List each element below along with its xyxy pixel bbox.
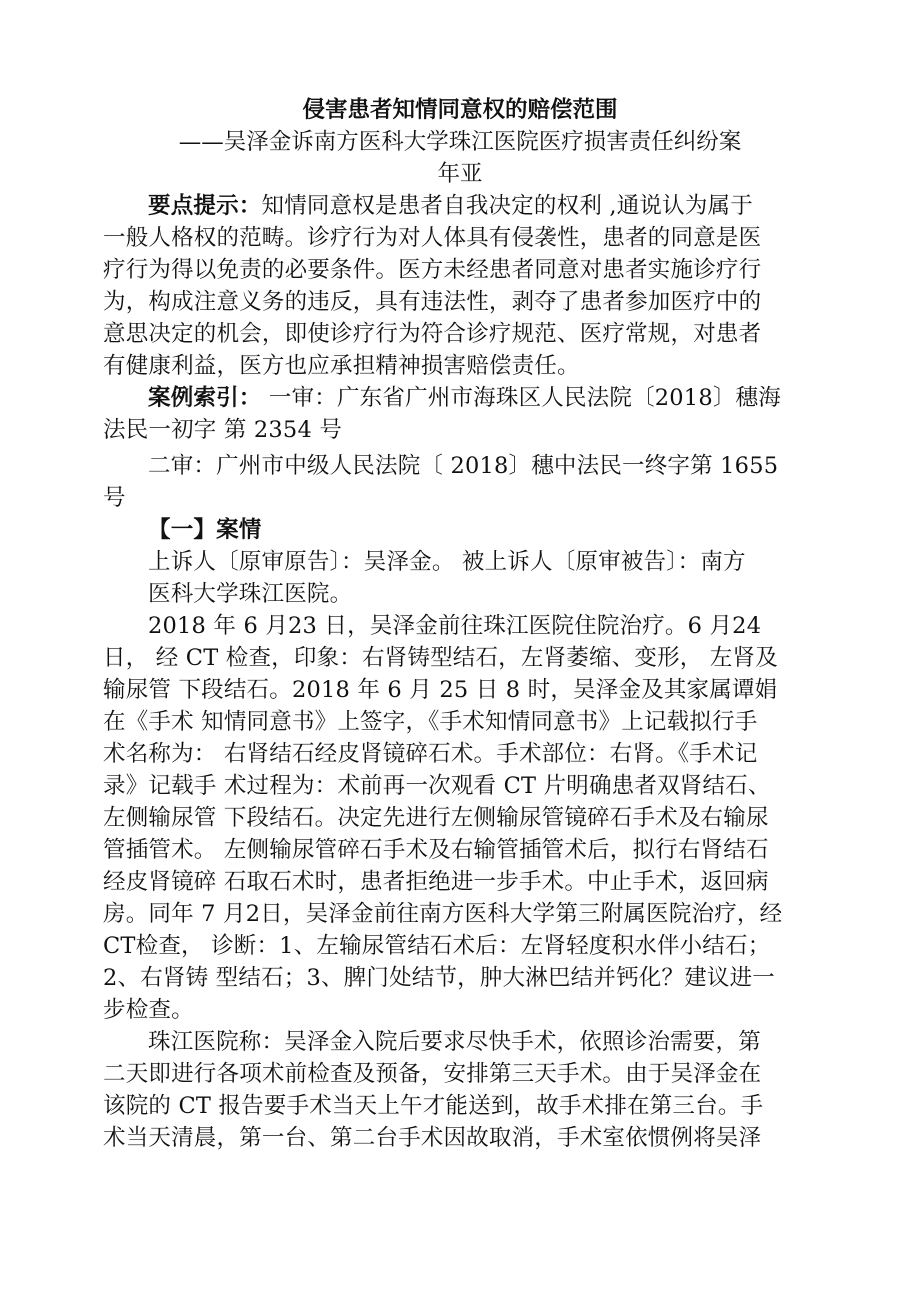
facts-line: 术名称为： 右肾结石经皮肾镜碎石术。手术部位：右肾。《手术记	[103, 741, 758, 767]
facts-line: 输尿管 下段结石。2018 年 6 月 25 日 8 时，吴泽金及其家属谭娟	[103, 677, 778, 703]
facts-line: 2、右肾铸 型结石；3、脾门处结节，肿大淋巴结并钙化？建议进一	[103, 965, 775, 991]
summary-line: 意思决定的机会，即使诊疗行为符合诊疗规范、医疗常规，对患者	[103, 321, 762, 347]
parties-line: 上诉人〔原审原告〕：吴泽金。 被上诉人〔原审被告〕：南方	[148, 549, 746, 575]
summary-line	[148, 190, 753, 222]
summary-line: 一般人格权的范畴。诊疗行为对人体具有侵袭性，患者的同意是医	[103, 225, 762, 251]
hospital-line: 该院的 CT 报告要手术当天上午才能送到，故手术排在第三台。手	[103, 1093, 764, 1119]
facts-line: 步检查。	[103, 997, 194, 1023]
facts-line: 在《手术 知情同意书》上签字，《手术知情同意书》上记载拟行手	[103, 709, 758, 735]
document-subtitle: ——吴泽金诉南方医科大学珠江医院医疗损害责任纠纷案	[178, 129, 742, 155]
facts-line: 房。同年 7 月2日，吴泽金前往南方医科大学第三附属医院治疗，经	[103, 901, 783, 927]
parties-line: 医科大学珠江医院。	[148, 581, 353, 607]
citation-second-instance: 二审：广州市中级人民法院〔 2018〕穗中法民一终字第 1655	[148, 453, 779, 479]
facts-line: 经皮肾镜碎 石取石术时，患者拒绝进一步手术。中止手术，返回病	[103, 869, 769, 895]
citation-line: 法民一初字 第 2354 号	[103, 417, 343, 443]
facts-line: CT检查， 诊断：1、左输尿管结石术后：左肾轻度积水伴小结石；	[103, 933, 771, 959]
citation-label: 案例索引：	[148, 385, 262, 411]
section-heading: 【一】案情	[148, 517, 262, 543]
facts-line: 日， 经 CT 检查，印象：右肾铸型结石，左肾萎缩、变形， 左肾及	[103, 645, 778, 671]
facts-line: 左侧输尿管 下段结石。决定先进行左侧输尿管镜碎石手术及右输尿	[103, 805, 769, 831]
hospital-line: 二天即进行各项术前检查及预备，安排第三天手术。由于吴泽金在	[103, 1061, 762, 1087]
document-author: 年亚	[437, 161, 483, 187]
hospital-line: 术当天清晨，第一台、第二台手术因故取消，手术室依惯例将吴泽	[103, 1125, 762, 1151]
summary-line: 为，构成注意义务的违反，具有违法性，剥夺了患者参加医疗中的	[103, 289, 762, 315]
summary-line: 有健康利益，医方也应承担精神损害赔偿责任。	[103, 353, 580, 379]
summary-line: 疗行为得以免责的必要条件。医方未经患者同意对患者实施诊疗行	[103, 257, 762, 283]
facts-line: 录》记载手 术过程为：术前再一次观看 CT 片明确患者双肾结石、	[103, 773, 771, 799]
citation-first-instance: 一审：广东省广州市海珠区人民法院〔2018〕穗海	[261, 385, 781, 411]
facts-line: 2018 年 6 月23 日，吴泽金前往珠江医院住院治疗。6 月24	[148, 613, 762, 639]
summary-label: 要点提示：	[148, 193, 262, 219]
facts-line: 管插管术。 左侧输尿管碎石手术及右输管插管术后，拟行右肾结石	[103, 837, 769, 863]
document-title: 侵害患者知情同意权的赔偿范围	[302, 97, 618, 123]
summary-text: 知情同意权是患者自我决定的权利 ,通说认为属于	[261, 193, 753, 219]
citation-line	[148, 382, 781, 414]
citation-line: 号	[103, 485, 126, 511]
hospital-line: 珠江医院称：吴泽金入院后要求尽快手术，依照诊治需要，第	[148, 1029, 761, 1055]
